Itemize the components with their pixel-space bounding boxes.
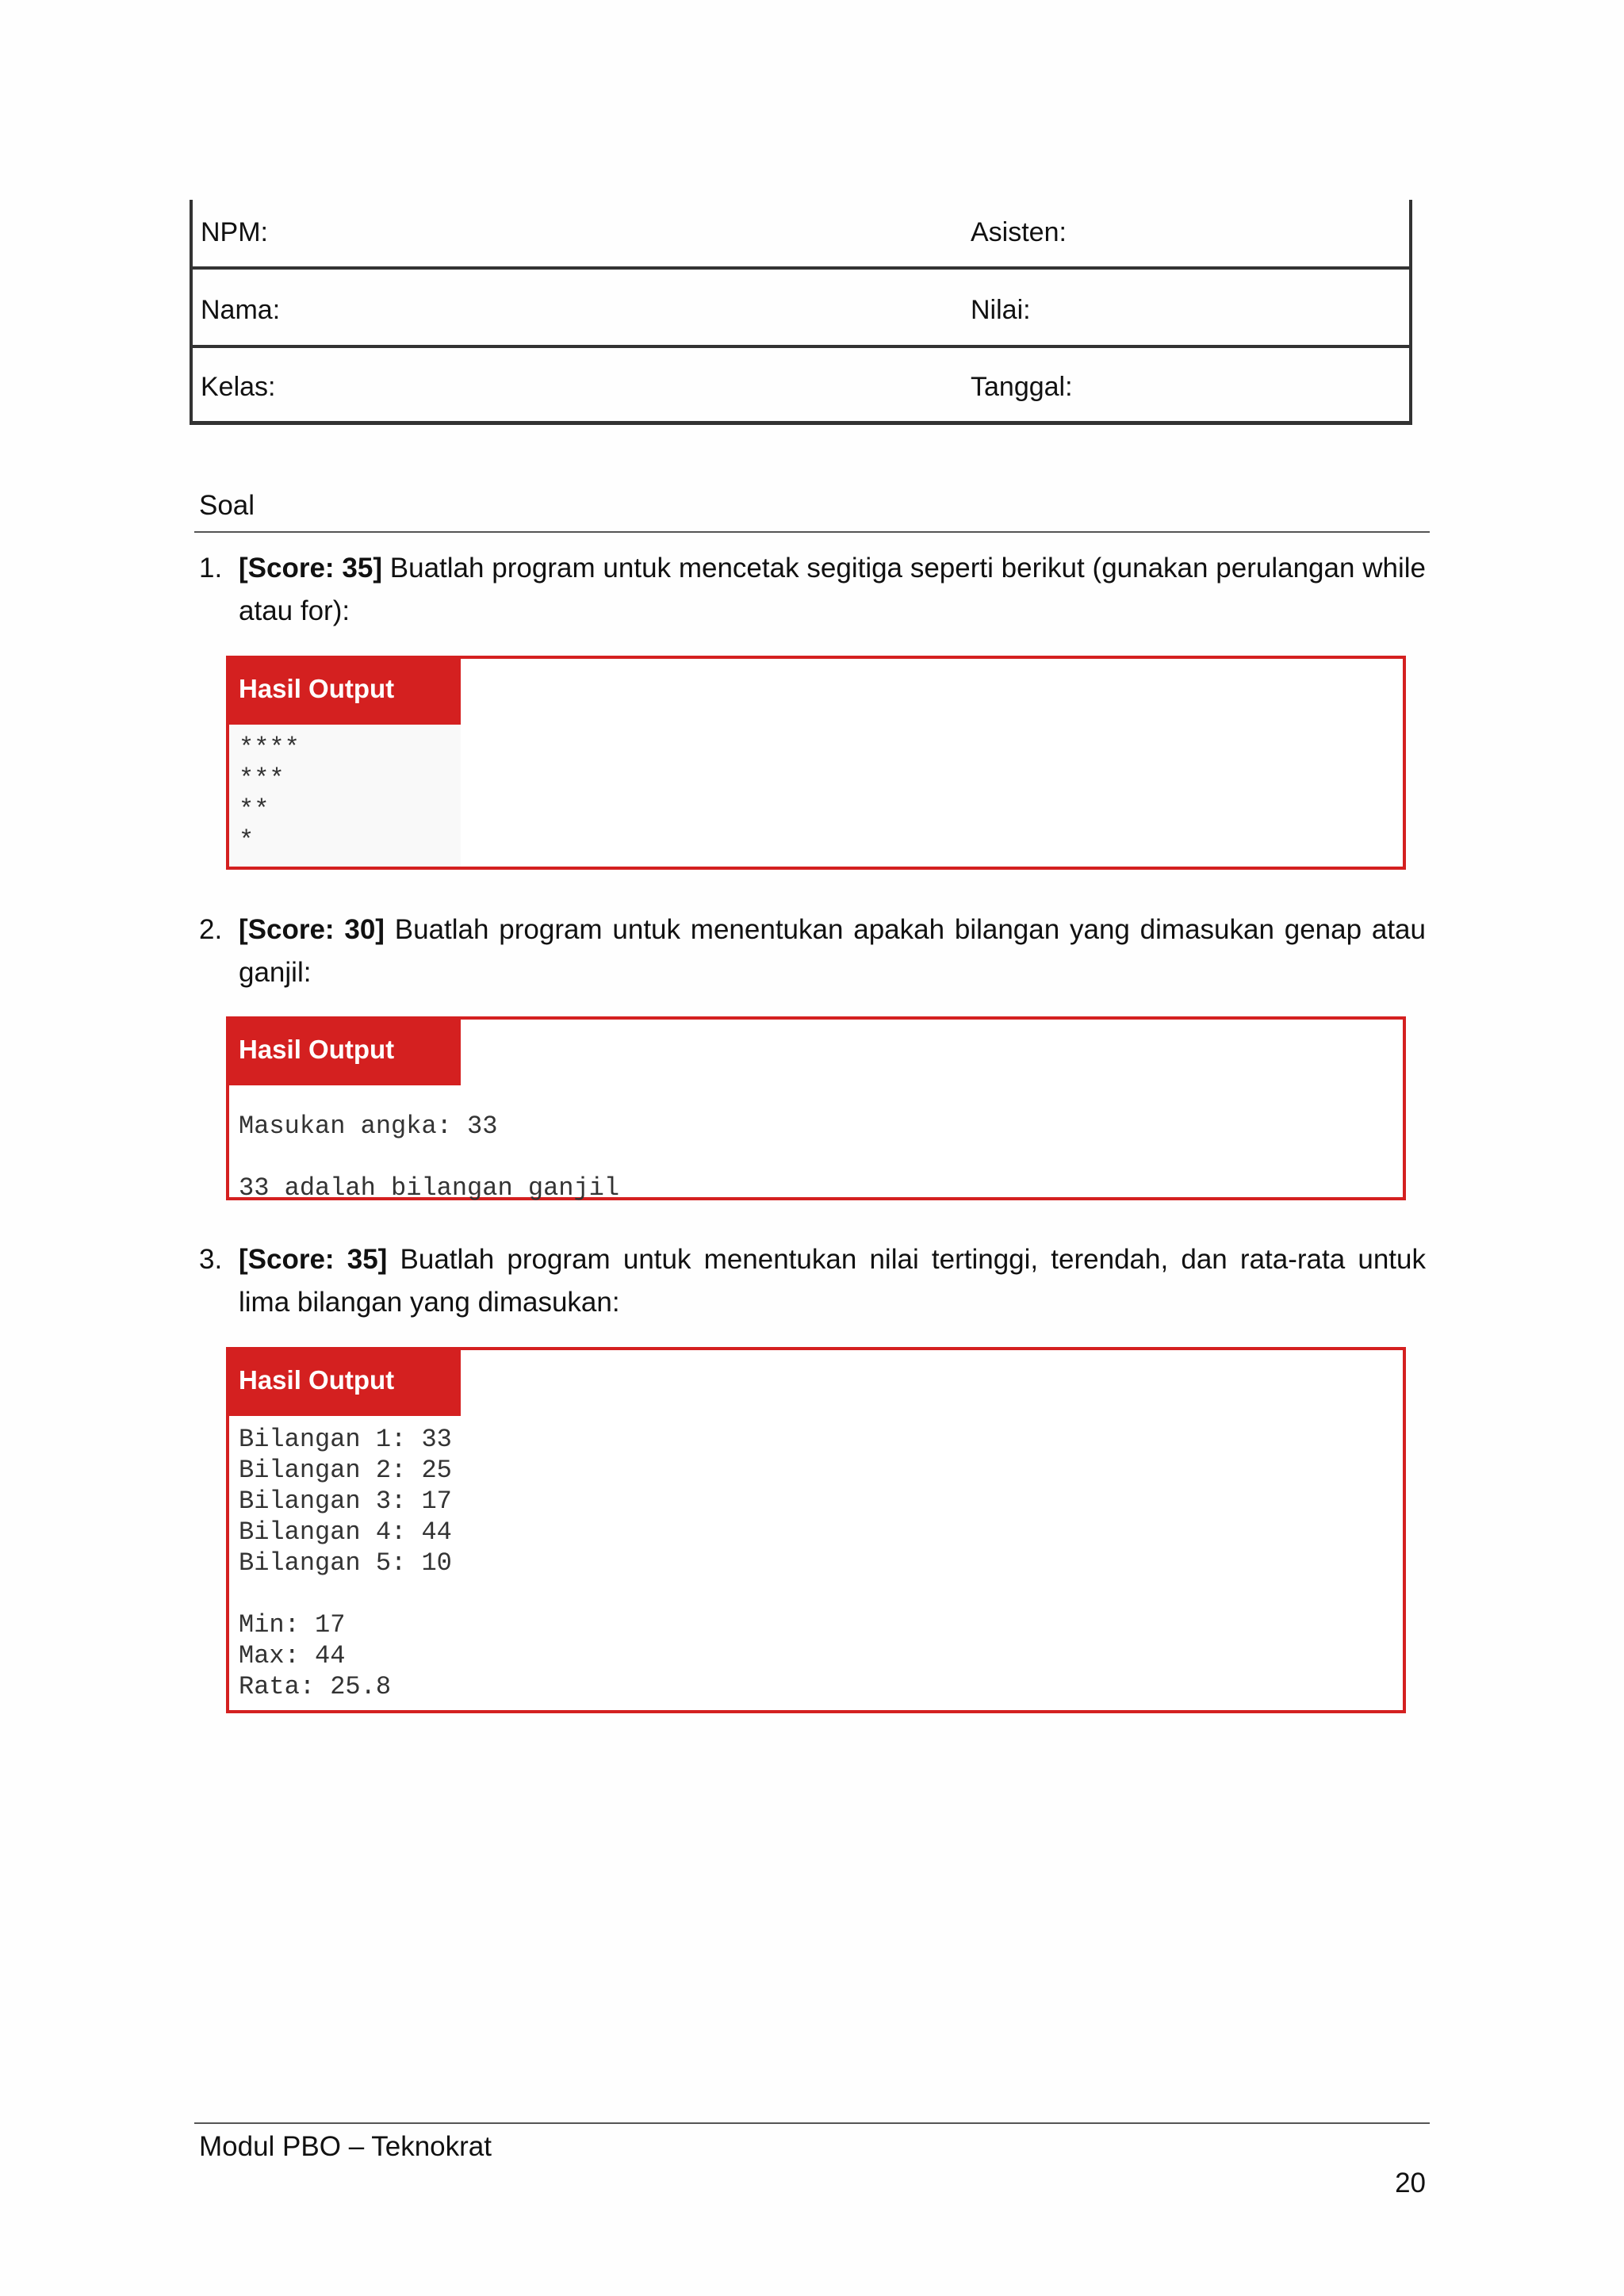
- question-text: [239, 909, 1426, 994]
- question-body: Buatlah program untuk menentukan apakah bilangan yang dimasukan genap atau ganjil:: [239, 914, 1426, 988]
- output-line: ****: [239, 733, 300, 763]
- question-body: Buatlah program untuk menentukan nilai tertinggi, terendah, dan rata-rata untuk lima bilangan yang dimasukan:: [239, 1244, 1426, 1318]
- output-line: Max: 44: [239, 1641, 346, 1670]
- output-line: 33 adalah bilangan ganjil: [239, 1173, 620, 1203]
- question-number: 3.: [199, 1244, 223, 1275]
- output-label: Hasil Output: [229, 1350, 461, 1416]
- footer-text: Modul PBO – Teknokrat: [199, 2131, 492, 2162]
- output-line: Masukan angka: 33: [239, 1112, 498, 1141]
- identity-table: [190, 200, 1412, 425]
- output-box-3: [226, 1347, 1406, 1713]
- question-number: 2.: [199, 914, 223, 945]
- kelas-label: Kelas:: [201, 372, 276, 402]
- question-score: [Score: 35]: [239, 553, 382, 584]
- output-line: Bilangan 4: 44: [239, 1517, 452, 1547]
- output-line: Bilangan 5: 10: [239, 1548, 452, 1578]
- output-line: ***: [239, 764, 285, 794]
- output-line: **: [239, 795, 270, 825]
- output-box-1: [226, 656, 1406, 870]
- output-line: *: [239, 826, 255, 855]
- question-score: [Score: 35]: [239, 1244, 388, 1275]
- page-number: 20: [1395, 2168, 1426, 2198]
- output-label: Hasil Output: [229, 659, 461, 725]
- output-line: Rata: 25.8: [239, 1672, 392, 1701]
- identity-row-npm: [193, 200, 1409, 270]
- output-box-2: [226, 1016, 1406, 1203]
- soal-divider: [194, 531, 1430, 533]
- nama-label: Nama:: [201, 295, 281, 325]
- footer-divider: [194, 2122, 1430, 2124]
- output-line: Bilangan 2: 25: [239, 1456, 452, 1485]
- output-line: [239, 1578, 452, 1609]
- question-number: 1.: [199, 553, 223, 584]
- question-text: [239, 1238, 1426, 1324]
- question-score: [Score: 30]: [239, 914, 385, 945]
- output-lines: [239, 733, 300, 856]
- nilai-label: Nilai:: [971, 295, 1031, 325]
- npm-label: NPM:: [201, 217, 268, 247]
- output-lines: [239, 1424, 452, 1702]
- question-2: [199, 909, 1426, 994]
- output-lines: [239, 1096, 619, 1219]
- output-label: Hasil Output: [229, 1020, 461, 1085]
- output-line: Min: 17: [239, 1610, 346, 1640]
- identity-row-kelas: [193, 348, 1409, 421]
- identity-row-nama: [193, 270, 1409, 348]
- question-3: [199, 1238, 1426, 1324]
- soal-heading: Soal: [199, 490, 255, 521]
- output-line: Bilangan 1: 33: [239, 1425, 452, 1454]
- question-1: [199, 547, 1426, 633]
- tanggal-label: Tanggal:: [971, 372, 1073, 402]
- question-text: [239, 547, 1426, 633]
- output-line: Bilangan 3: 17: [239, 1487, 452, 1516]
- asisten-label: Asisten:: [971, 217, 1067, 247]
- question-body: Buatlah program untuk mencetak segitiga seperti berikut (gunakan perulangan while atau for):: [239, 553, 1426, 626]
